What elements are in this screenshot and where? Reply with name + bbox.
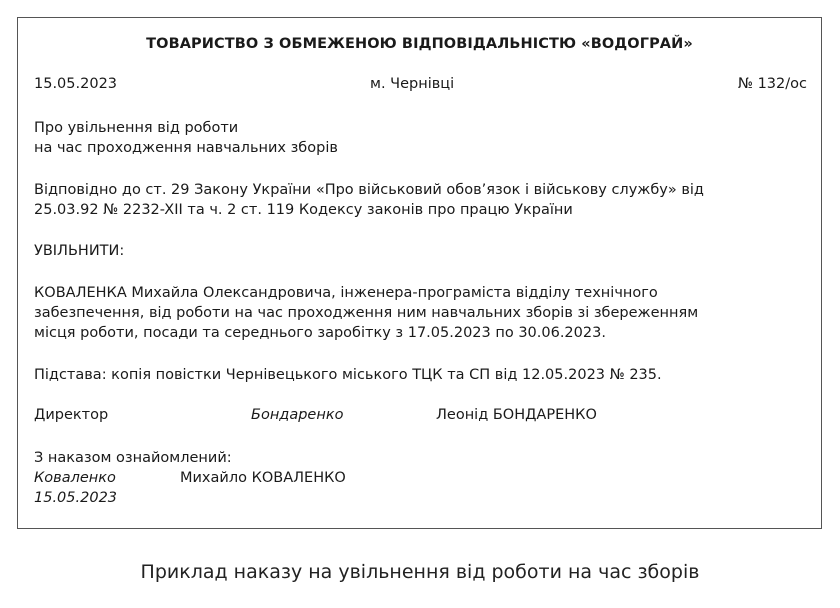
order-text-line: місця роботи, посади та середнього заробітку з 17.05.2023 по 30.06.2023. [34,325,606,341]
organization-name: ТОВАРИСТВО З ОБМЕЖЕНОЮ ВІДПОВІДАЛЬНІСТЮ «ВОДОГРАЙ» [146,36,693,52]
director-title: Директор [34,407,109,423]
director-signature: Бондаренко [251,407,344,423]
basis-law-line: Відповідно до ст. 29 Закону України «Про військовий обов’язок і військову службу» від [34,182,704,198]
director-name: Леонід БОНДАРЕНКО [436,407,597,423]
subject-line: Про увільнення від роботи [34,120,239,136]
subject-line: на час проходження навчальних зборів [34,140,338,156]
ground-text: Підстава: копія повістки Чернівецького міського ТЦК та СП від 12.05.2023 № 235. [34,367,662,383]
order-city: м. Чернівці [370,76,455,92]
acknowledgement-label: З наказом ознайомлений: [34,450,232,466]
order-text-line: КОВАЛЕНКА Михайла Олександровича, інженера-програміста відділу технічного [34,285,658,301]
figure-caption: Приклад наказу на увільнення від роботи на час зборів [140,561,700,583]
order-directive: УВІЛЬНИТИ: [34,243,125,259]
basis-law-line: 25.03.92 № 2232-XII та ч. 2 ст. 119 Кодексу законів про працю України [34,202,573,218]
acknowledgement-date: 15.05.2023 [34,490,118,506]
order-date: 15.05.2023 [34,76,118,92]
order-text-line: забезпечення, від роботи на час проходження ним навчальних зборів зі збереженням [34,305,699,321]
employee-name: Михайло КОВАЛЕНКО [180,470,346,486]
order-number: № 132/ос [737,76,807,92]
employee-signature: Коваленко [34,470,116,486]
order-document [17,17,822,529]
